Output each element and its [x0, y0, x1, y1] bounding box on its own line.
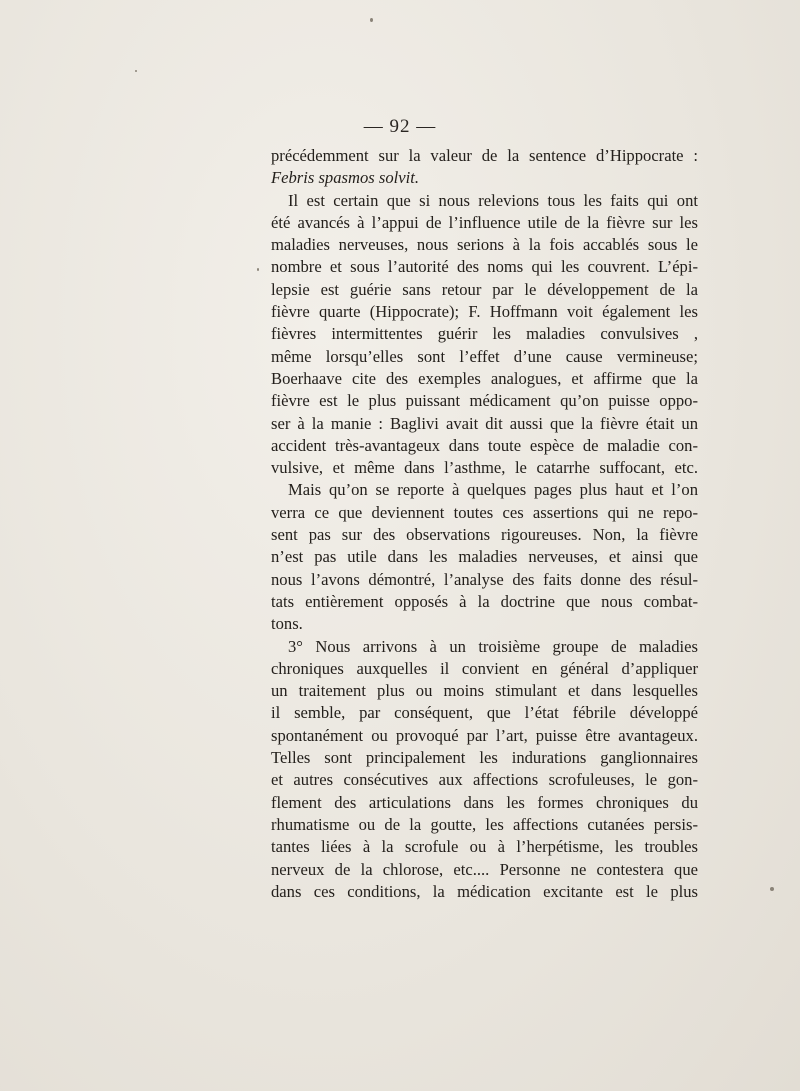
text-line: maladies nerveuses, nous serions à la fois accablés sous le — [271, 235, 698, 255]
text-line: rhumatisme ou de la goutte, les affections cutanées persis- — [271, 814, 698, 834]
text-line: Telles sont principalement les indurations ganglionnaires — [271, 748, 698, 768]
text-line: nombre et sous l’autorité des noms qui les couvrent. L’épi- — [271, 257, 698, 277]
text-line: dans ces conditions, la médication excitante est le plus — [271, 881, 698, 901]
text-line: fièvres intermittentes guérir les maladies convulsives , — [271, 324, 698, 344]
body-text — [271, 145, 698, 903]
text-line: verra ce que deviennent toutes ces assertions qui ne repo- — [271, 502, 698, 522]
text-line: Boerhaave cite des exemples analogues, et affirme que la — [271, 368, 698, 388]
page-number: — 92 — — [363, 116, 437, 137]
text-line: 3° Nous arrivons à un troisième groupe de maladies — [288, 636, 698, 656]
paper-speck — [257, 268, 259, 271]
text-line: un traitement plus ou moins stimulant et dans lesquelles — [271, 681, 698, 701]
text-line: il semble, par conséquent, que l’état fébrile développé — [271, 703, 698, 723]
text-line: ser à la manie : Baglivi avait dit aussi que la fièvre était un — [271, 413, 698, 433]
text-line: été avancés à l’appui de l’influence utile de la fièvre sur les — [271, 212, 698, 232]
text-line: sent pas sur des observations rigoureuses. Non, la fièvre — [271, 525, 698, 545]
text-line: et autres consécutives aux affections scrofuleuses, le gon- — [271, 770, 698, 790]
text-line: Febris spasmos solvit. — [271, 168, 419, 188]
paper-speck — [770, 887, 774, 891]
paper-speck — [135, 70, 137, 72]
text-line: même lorsqu’elles sont l’effet d’une cause vermineuse; — [271, 346, 698, 366]
text-line: flement des articulations dans les formes chroniques du — [271, 792, 698, 812]
text-line: fièvre est le plus puissant médicament qu’on puisse oppo- — [271, 391, 698, 411]
text-line: tantes liées à la scrofule ou à l’herpétisme, les troubles — [271, 837, 698, 857]
text-line: précédemment sur la valeur de la sentence d’Hippocrate : — [271, 146, 698, 165]
paper-speck — [370, 18, 373, 22]
text-line: vulsive, et même dans l’asthme, le catarrhe suffocant, etc. — [271, 458, 698, 478]
text-line: chroniques auxquelles il convient en général d’appliquer — [271, 658, 698, 678]
text-line: Mais qu’on se reporte à quelques pages plus haut et l’on — [288, 480, 698, 500]
text-line: accident très-avantageux dans toute espèce de maladie con- — [271, 435, 698, 455]
text-line: spontanément ou provoqué par l’art, puisse être avantageux. — [271, 725, 698, 745]
text-line: tons. — [271, 614, 303, 634]
text-line: fièvre quarte (Hippocrate); F. Hoffmann voit également les — [271, 302, 698, 322]
text-line: tats entièrement opposés à la doctrine que nous combat- — [271, 591, 698, 611]
text-line: lepsie est guérie sans retour par le développement de la — [271, 279, 698, 299]
text-line: n’est pas utile dans les maladies nerveuses, et ainsi que — [271, 547, 698, 567]
text-line: nerveux de la chlorose, etc.... Personne ne contestera que — [271, 859, 698, 879]
text-line: nous l’avons démontré, l’analyse des faits donne des résul- — [271, 569, 698, 589]
text-line: Il est certain que si nous relevions tous les faits qui ont — [288, 190, 698, 210]
